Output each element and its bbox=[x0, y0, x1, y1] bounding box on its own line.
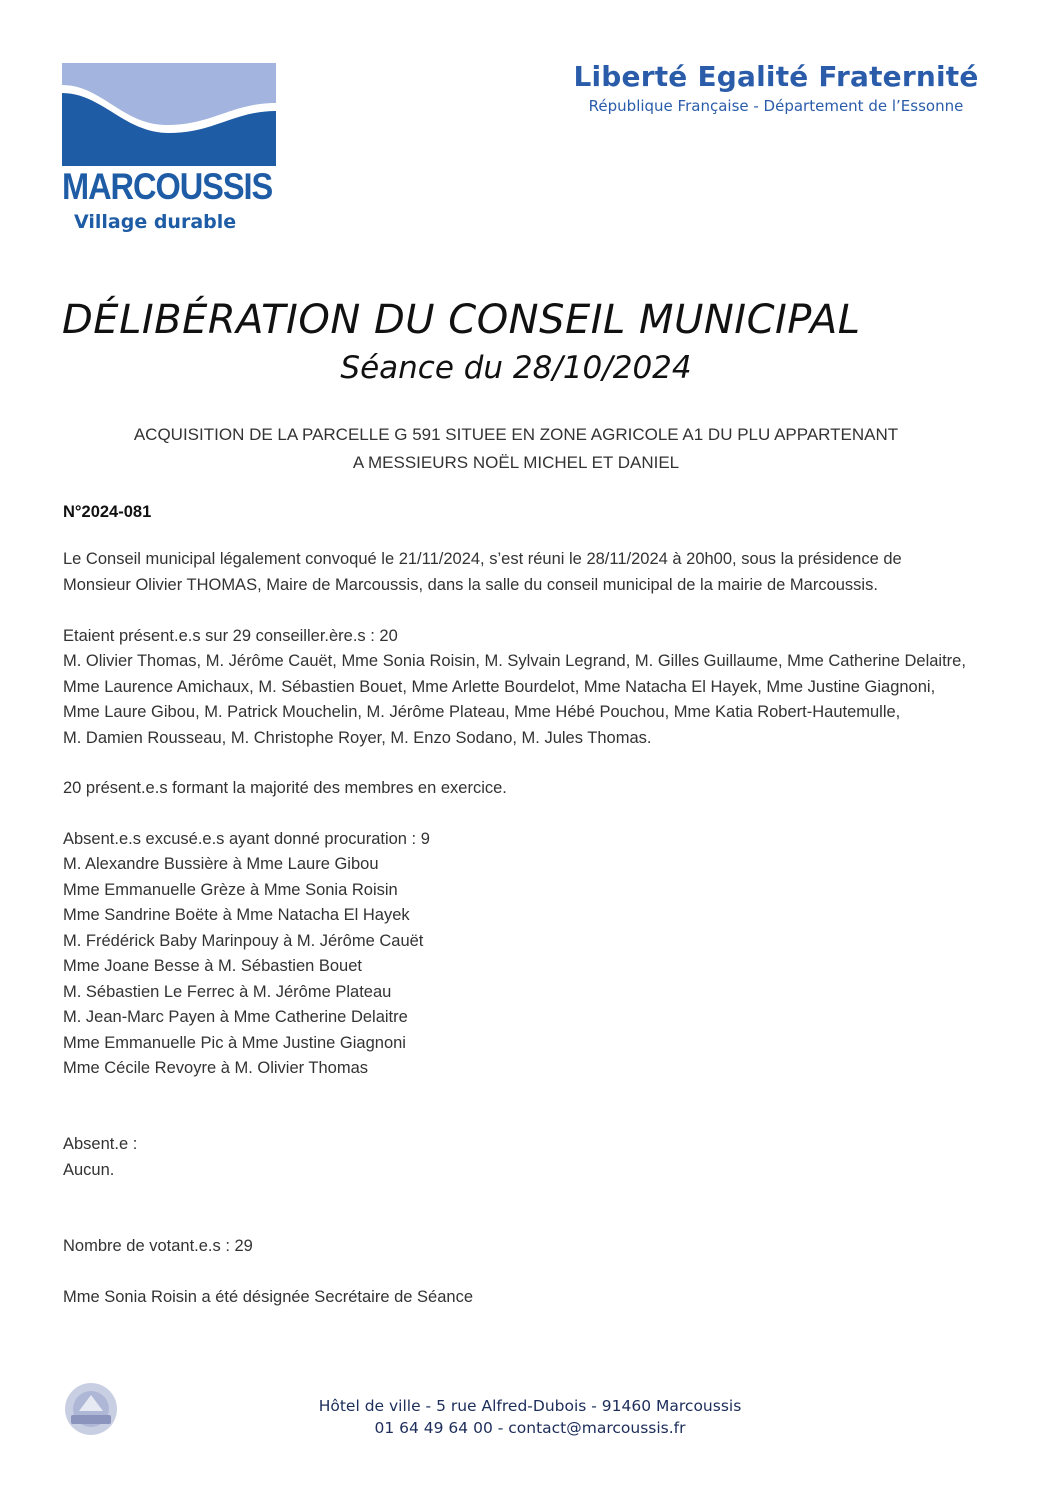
intro-line: Monsieur Olivier THOMAS, Maire de Marcoussis, dans la salle du conseil municipal de la mairie de Marcoussis. bbox=[63, 575, 878, 594]
logo-name: MARCOUSSIS bbox=[62, 166, 273, 207]
proxy-line: Mme Emmanuelle Grèze à Mme Sonia Roisin bbox=[63, 880, 398, 899]
logo-wave-graphic bbox=[62, 63, 276, 166]
logo-tagline: Village durable bbox=[74, 211, 237, 233]
voters-count: Nombre de votant.e.s : 29 bbox=[63, 1237, 253, 1255]
marcoussis-logo bbox=[62, 63, 276, 238]
motto-main: Liberté Egalité Fraternité bbox=[573, 60, 979, 93]
footer-contact bbox=[200, 1395, 860, 1439]
proxy-line: Mme Emmanuelle Pic à Mme Justine Giagnoni bbox=[63, 1033, 406, 1052]
present-line: M. Olivier Thomas, M. Jérôme Cauët, Mme Sonia Roisin, M. Sylvain Legrand, M. Gilles Guillaume, Mme Catherine Delaitre, bbox=[63, 652, 966, 670]
document-title: DÉLIBÉRATION DU CONSEIL MUNICIPAL bbox=[62, 297, 861, 343]
majority-statement: 20 présent.e.s formant la majorité des membres en exercice. bbox=[63, 779, 507, 797]
absent-heading: Absent.e : bbox=[63, 1135, 138, 1153]
absent-value: Aucun. bbox=[63, 1161, 115, 1179]
republic-motto bbox=[556, 58, 996, 116]
subject-line: ACQUISITION DE LA PARCELLE G 591 SITUEE EN ZONE AGRICOLE A1 DU PLU APPARTENANT bbox=[133, 425, 899, 444]
present-heading: Etaient présent.e.s sur 29 conseiller.ère.s : 20 bbox=[63, 627, 398, 645]
intro-paragraph bbox=[63, 547, 988, 598]
proxy-line: Mme Joane Besse à M. Sébastien Bouet bbox=[63, 957, 362, 975]
deliberation-subject bbox=[0, 421, 1032, 477]
footer-address: Hôtel de ville - 5 rue Alfred-Dubois - 91460 Marcoussis bbox=[318, 1397, 742, 1415]
present-line: Mme Laurence Amichaux, M. Sébastien Bouet, Mme Arlette Bourdelot, Mme Natacha El Hayek, Mme Justine Giagnoni, bbox=[63, 677, 936, 696]
proxy-line: Mme Cécile Revoyre à M. Olivier Thomas bbox=[63, 1059, 369, 1077]
proxies-heading: Absent.e.s excusé.e.s ayant donné procuration : 9 bbox=[63, 830, 430, 848]
deliberation-number: N°2024-081 bbox=[63, 503, 152, 521]
intro-line: Le Conseil municipal légalement convoqué le 21/11/2024, s’est réuni le 28/11/2024 à 20h00, sous la présidence de bbox=[63, 550, 902, 568]
session-date: Séance du 28/10/2024 bbox=[340, 350, 692, 386]
motto-sub: République Française - Département de l’Essonne bbox=[588, 97, 964, 115]
proxy-line: M. Alexandre Bussière à Mme Laure Gibou bbox=[63, 855, 379, 873]
proxy-line: M. Sébastien Le Ferrec à M. Jérôme Plateau bbox=[63, 982, 392, 1001]
subject-line: A MESSIEURS NOËL MICHEL ET DANIEL bbox=[352, 453, 680, 472]
proxy-line: M. Jean-Marc Payen à Mme Catherine Delaitre bbox=[63, 1008, 408, 1026]
footer-phone-email: 01 64 49 64 00 - contact@marcoussis.fr bbox=[374, 1419, 686, 1437]
present-line: Mme Laure Gibou, M. Patrick Mouchelin, M. Jérôme Plateau, Mme Hébé Pouchou, Mme Katia Robert-Hautemulle, bbox=[63, 703, 901, 721]
proxy-line: M. Frédérick Baby Marinpouy à M. Jérôme Cauët bbox=[63, 931, 424, 950]
present-line: M. Damien Rousseau, M. Christophe Royer, M. Enzo Sodano, M. Jules Thomas. bbox=[63, 728, 652, 747]
proxies-list bbox=[63, 852, 988, 1082]
present-list bbox=[63, 649, 988, 751]
proxy-line: Mme Sandrine Boëte à Mme Natacha El Hayek bbox=[63, 906, 410, 924]
session-secretary: Mme Sonia Roisin a été désignée Secrétaire de Séance bbox=[63, 1288, 473, 1306]
recycled-paper-icon bbox=[63, 1381, 119, 1437]
